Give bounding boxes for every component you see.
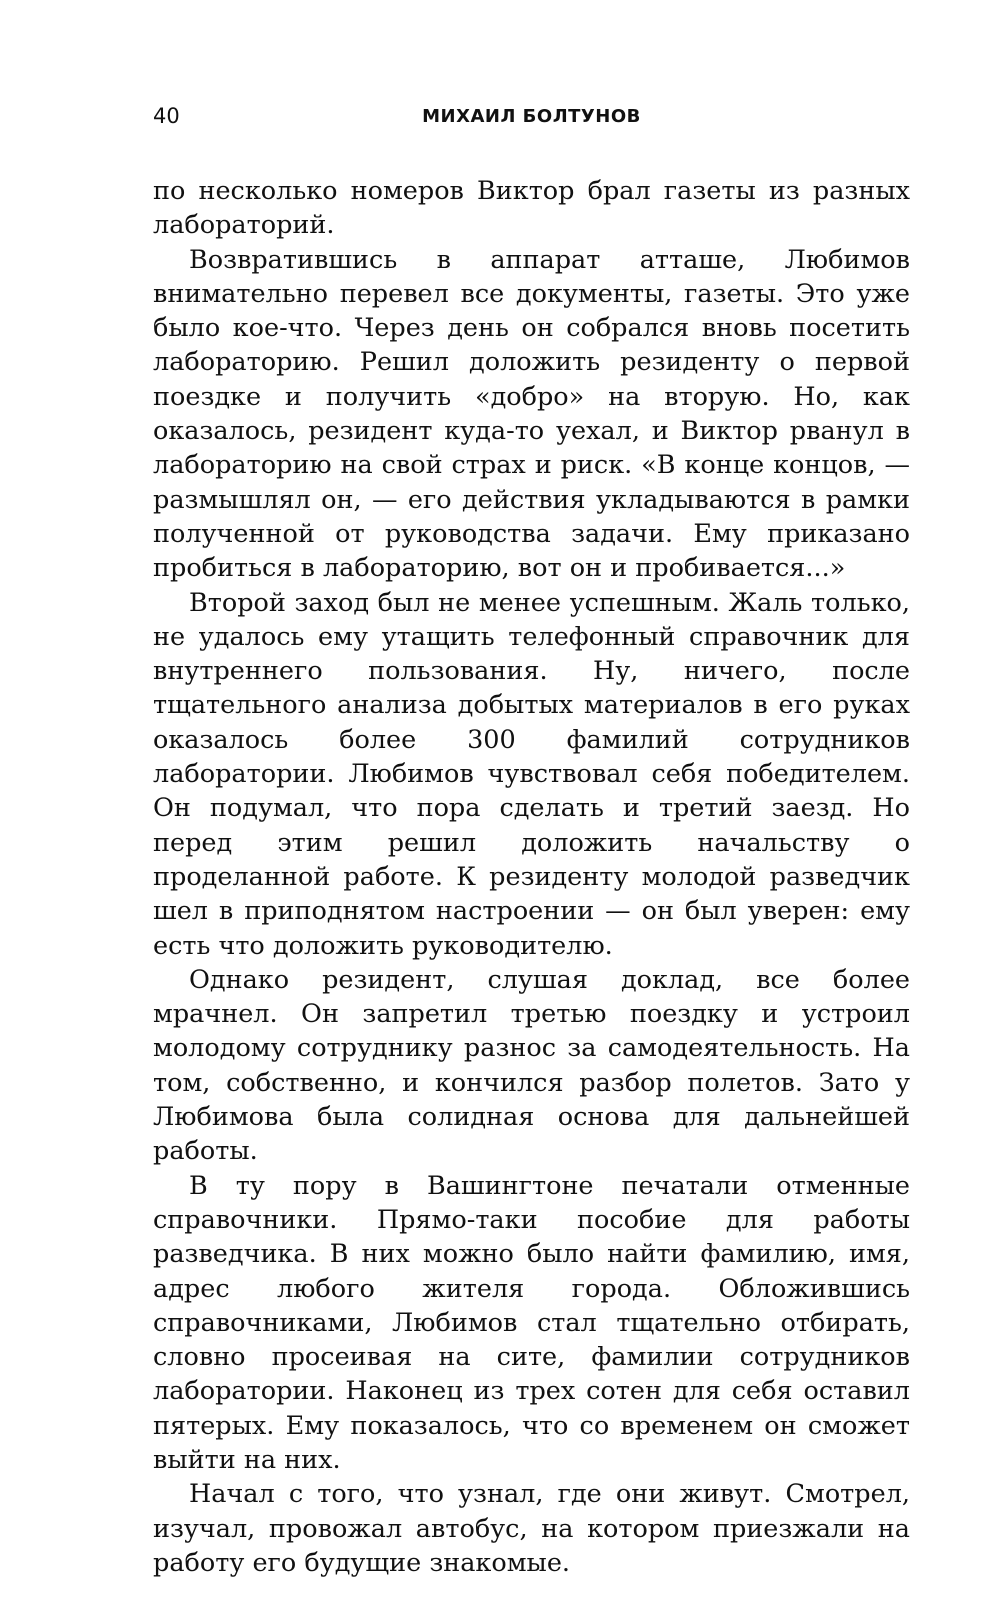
running-head-author: МИХАИЛ БОЛТУНОВ — [422, 106, 641, 127]
paragraph: В ту пору в Вашингтоне печатали отменные справочники. Прямо-таки пособие для работы разведчика. В них можно было найти фамилию, имя, адрес любого жителя города. Обложившись справочниками, Любимов стал тщательно отбирать, словно просеивая на сите, фамилии сотрудников лаборатории. Наконец из трех сотен для себя оставил пятерых. Ему показалось, что со временем он сможет выйти на них. — [153, 1170, 910, 1475]
page-number: 40 — [153, 104, 180, 128]
paragraph: Второй заход был не менее успешным. Жаль только, не удалось ему утащить телефонный справочник для внутреннего пользования. Ну, ничего, после тщательного анализа добытых материалов в его руках оказалось более 300 фамилий сотрудников лаборатории. Любимов чувствовал себя победителем. Он подумал, что пора сделать и третий заезд. Но перед этим решил доложить начальству о проделанной работе. К резиденту молодой разведчик шел в приподнятом настроении — он был уверен: ему есть что доложить руководителю. — [153, 587, 910, 961]
body-text — [153, 174, 910, 1580]
running-head — [153, 104, 910, 132]
paragraph: Однако резидент, слушая доклад, все более мрачнел. Он запретил третью поездку и устроил молодому сотруднику разнос за самодеятельность. На том, собственно, и кончился разбор полетов. Зато у Любимова была солидная основа для дальнейшей работы. — [153, 964, 910, 1167]
paragraph: Возвратившись в аппарат атташе, Любимов внимательно перевел все документы, газеты. Это уже было кое-что. Через день он собрался вновь посетить лабораторию. Решил доложить резиденту о первой поездке и получить «добро» на вторую. Но, как оказалось, резидент куда-то уехал, и Виктор рванул в лабораторию на свой страх и риск. «В конце концов, — размышлял он, — его действия укладываются в рамки полученной от руководства задачи. Ему приказано пробиться в лабораторию, вот он и пробивается...» — [153, 244, 910, 584]
paragraph: Начал с того, что узнал, где они живут. Смотрел, изучал, провожал автобус, на котором приезжали на работу его будущие знакомые. — [153, 1479, 910, 1578]
paragraph-continued: по несколько номеров Виктор брал газеты из разных лабораторий. — [153, 176, 910, 241]
book-page — [153, 104, 910, 1580]
